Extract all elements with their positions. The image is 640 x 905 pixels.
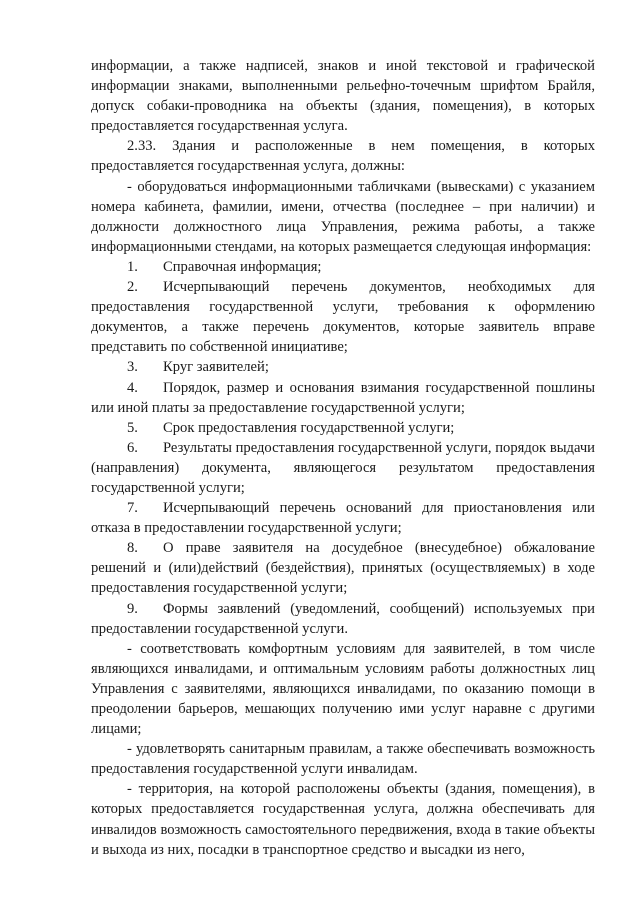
list-item-number: 4. (127, 379, 138, 396)
list-item-number: 1. (127, 258, 138, 275)
paragraph-equip-signs: - оборудоваться информационными табличками (вывесками) с указанием номера кабинета, фамилии, имени, отчества (последнее – при наличии) и должности должностного лица Управления, режима работы, а также информационными стендами, на которых размещается следующая информация: (91, 178, 595, 255)
list-item (91, 438, 595, 498)
list-item-number: 2. (127, 279, 138, 296)
list-item (91, 599, 595, 639)
list-item-number: 7. (127, 500, 138, 517)
paragraph-territory: - территория, на которой расположены объекты (здания, помещения), в которых предоставляется государственная услуга, должна обеспечивать для инвалидов возможность самостоятельного передвижения, входа в такие объекты и выхода из них, посадки в транспортное средство и высадки из него, (91, 781, 595, 858)
list-item-text: О праве заявителя на досудебное (внесудебное) обжалование решений и (или)действий (бездействия), принятых (осуществляемых) в ходе предоставления государственной услуги; (91, 540, 595, 597)
paragraph-sanitary-rules: - удовлетворять санитарным правилам, а также обеспечивать возможность предоставления государственной услуги инвалидам. (91, 741, 595, 778)
list-item (91, 257, 595, 277)
list-item-text: Результаты предоставления государственной услуги, порядок выдачи (направления) документа, являющегося результатом предоставления государственной услуги; (91, 439, 595, 496)
paragraph-comfort-conditions: - соответствовать комфортным условиям для заявителей, в том числе являющихся инвалидами, и оптимальным условиям работы должностных лиц Управления с заявителями, являющихся инвалидами, по оказанию помощи в преодолении барьеров, мешающих получению ими услуг наравне с другими лицами; (91, 640, 595, 738)
list-item-number: 9. (127, 600, 138, 617)
list-item (91, 277, 595, 357)
list-item-number: 6. (127, 439, 138, 456)
list-item-text: Исчерпывающий перечень документов, необходимых для предоставления государственной услуги, требования к оформлению документов, а также перечень документов, которые заявитель вправе представить по собственной инициативе; (91, 279, 595, 356)
list-item (91, 418, 595, 438)
paragraph-2-33: 2.33. Здания и расположенные в нем помещения, в которых предоставляется государственная услуга, должны: (91, 138, 595, 175)
list-item-text: Порядок, размер и основания взимания государственной пошлины или иной платы за предоставление государственной услуги; (91, 379, 595, 416)
list-item-number: 5. (127, 419, 138, 436)
paragraph-continuation: информации, а также надписей, знаков и иной текстовой и графической информации знаками, выполненными рельефно-точечным шрифтом Брайля, допуск собаки-проводника на объекты (здания, помещения), в которых предоставляется государственная услуга. (91, 58, 595, 135)
list-item-text: Круг заявителей; (163, 359, 269, 376)
list-item (91, 357, 595, 377)
document-page (91, 56, 595, 860)
list-item-text: Исчерпывающий перечень оснований для приостановления или отказа в предоставлении государственной услуги; (91, 500, 595, 537)
list-item (91, 538, 595, 598)
list-item-text: Формы заявлений (уведомлений, сообщений) используемых при предоставлении государственной услуги. (91, 600, 595, 637)
list-item-number: 3. (127, 359, 138, 376)
list-item-text: Срок предоставления государственной услуги; (163, 419, 455, 436)
list-item-text: Справочная информация; (163, 258, 322, 275)
list-item (91, 378, 595, 418)
list-item (91, 498, 595, 538)
list-item-number: 8. (127, 540, 138, 557)
